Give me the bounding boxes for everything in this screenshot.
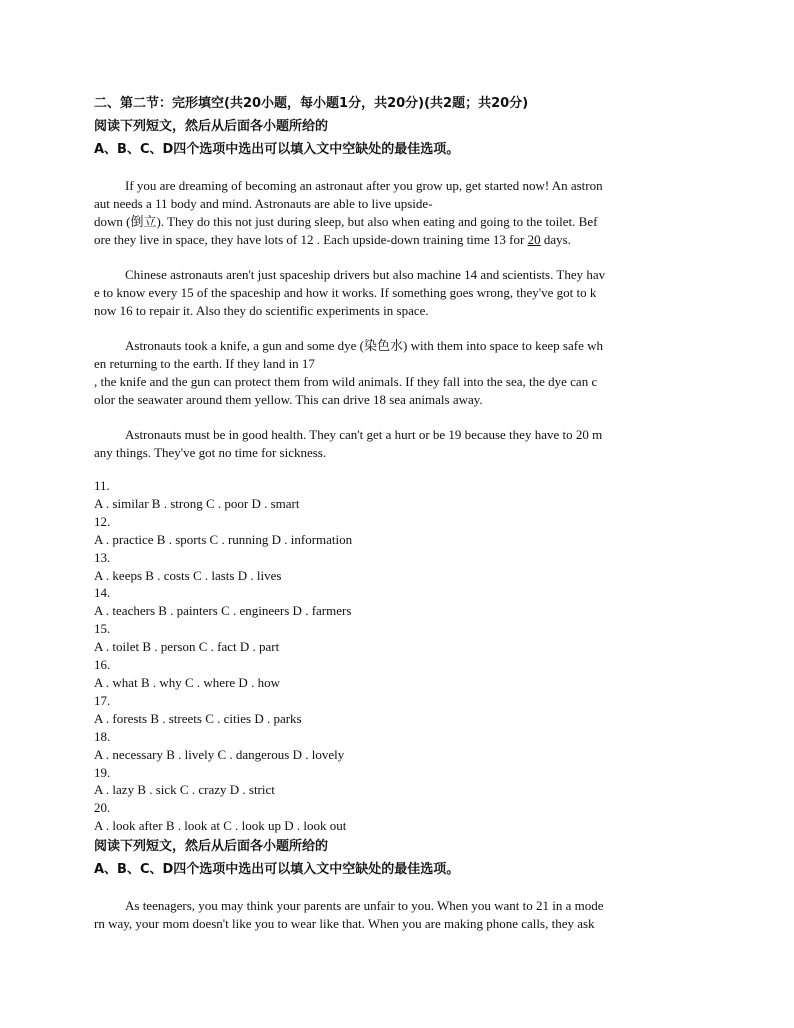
- text-line: As teenagers, you may think your parents are unfair to you. When you want to 21 in a mode: [125, 898, 604, 914]
- question-number: 18.: [94, 728, 111, 744]
- question-options: A . look after B . look at C . look up D . look out: [94, 818, 347, 834]
- document-page: [94, 92, 698, 933]
- text-line: now 16 to repair it. Also they do scientific experiments in space.: [94, 303, 429, 318]
- passage-1-paragraph-4: [94, 426, 698, 462]
- underlined-number: 20: [527, 232, 541, 247]
- question-options: A . teachers B . painters C . engineers D . farmers: [94, 603, 352, 619]
- text-line: rn way, your mom doesn't like you to wear like that. When you are making phone calls, they ask: [94, 916, 595, 932]
- question-number: 15.: [94, 621, 111, 637]
- question-options: A . lazy B . sick C . crazy D . strict: [94, 782, 275, 798]
- question-list: [94, 477, 698, 835]
- question-number: 20.: [94, 800, 111, 816]
- text-line: Chinese astronauts aren't just spaceship drivers but also machine 14 and scientists. They hav: [125, 267, 606, 282]
- text-line: If you are dreaming of becoming an astronaut after you grow up, get started now! An astron: [125, 178, 603, 193]
- question-number: 19.: [94, 764, 111, 780]
- question-options: A . toilet B . person C . fact D . part: [94, 639, 280, 655]
- text-line: down (倒立). They do this not just during sleep, but also when eating and going to the toilet. Bef: [94, 214, 598, 229]
- text-line: e to know every 15 of the spaceship and how it works. If something goes wrong, they've got to k: [94, 285, 597, 300]
- question-number: 17.: [94, 692, 111, 708]
- question-number: 14.: [94, 585, 111, 601]
- text-line: aut needs a 11 body and mind. Astronauts are able to live upside-: [94, 196, 433, 211]
- passage-1-paragraph-1: [94, 177, 698, 249]
- question-options: A . keeps B . costs C . lasts D . lives: [94, 567, 282, 583]
- passage-2-paragraph-1: [94, 897, 698, 933]
- question-number: 12.: [94, 513, 111, 529]
- text-line: any things. They've got no time for sickness.: [94, 445, 327, 460]
- instruction-line-3: 阅读下列短文，然后从后面各小题所给的: [94, 839, 329, 855]
- text-line: en returning to the earth. If they land in 17: [94, 356, 315, 371]
- question-options: A . forests B . streets C . cities D . parks: [94, 710, 302, 726]
- instruction-line-1: 阅读下列短文，然后从后面各小题所给的: [94, 119, 329, 134]
- text-line: olor the seawater around them yellow. This can drive 18 sea animals away.: [94, 392, 483, 407]
- text-line: , the knife and the gun can protect them from wild animals. If they fall into the sea, the dye can c: [94, 374, 598, 389]
- text-line: Astronauts must be in good health. They can't get a hurt or be 19 because they have to 20 m: [125, 427, 603, 442]
- passage-1-paragraph-2: [94, 266, 698, 320]
- question-options: A . similar B . strong C . poor D . smart: [94, 495, 300, 511]
- question-options: A . practice B . sports C . running D . information: [94, 531, 353, 547]
- instruction-line-2: A、B、C、D四个选项中选出可以填入文中空缺处的最佳选项。: [94, 142, 460, 157]
- instruction-line-4: A、B、C、D四个选项中选出可以填入文中空缺处的最佳选项。: [94, 862, 460, 878]
- question-number: 13.: [94, 549, 111, 565]
- text-segment: days.: [540, 232, 571, 247]
- text-segment: ore they live in space, they have lots of 12 . Each upside-down training time 13 for: [94, 232, 528, 247]
- text-line: [94, 231, 698, 249]
- text-line: Astronauts took a knife, a gun and some dye (染色水) with them into space to keep safe wh: [125, 338, 603, 353]
- question-number: 11.: [94, 478, 110, 493]
- question-options: A . what B . why C . where D . how: [94, 674, 280, 690]
- passage-1-paragraph-3: [94, 337, 698, 409]
- question-number: 16.: [94, 657, 111, 673]
- question-options: A . necessary B . lively C . dangerous D . lovely: [94, 746, 345, 762]
- section-title: 二、第二节：完形填空(共20小题，每小题1分，共20分)(共2题；共20分): [94, 96, 529, 111]
